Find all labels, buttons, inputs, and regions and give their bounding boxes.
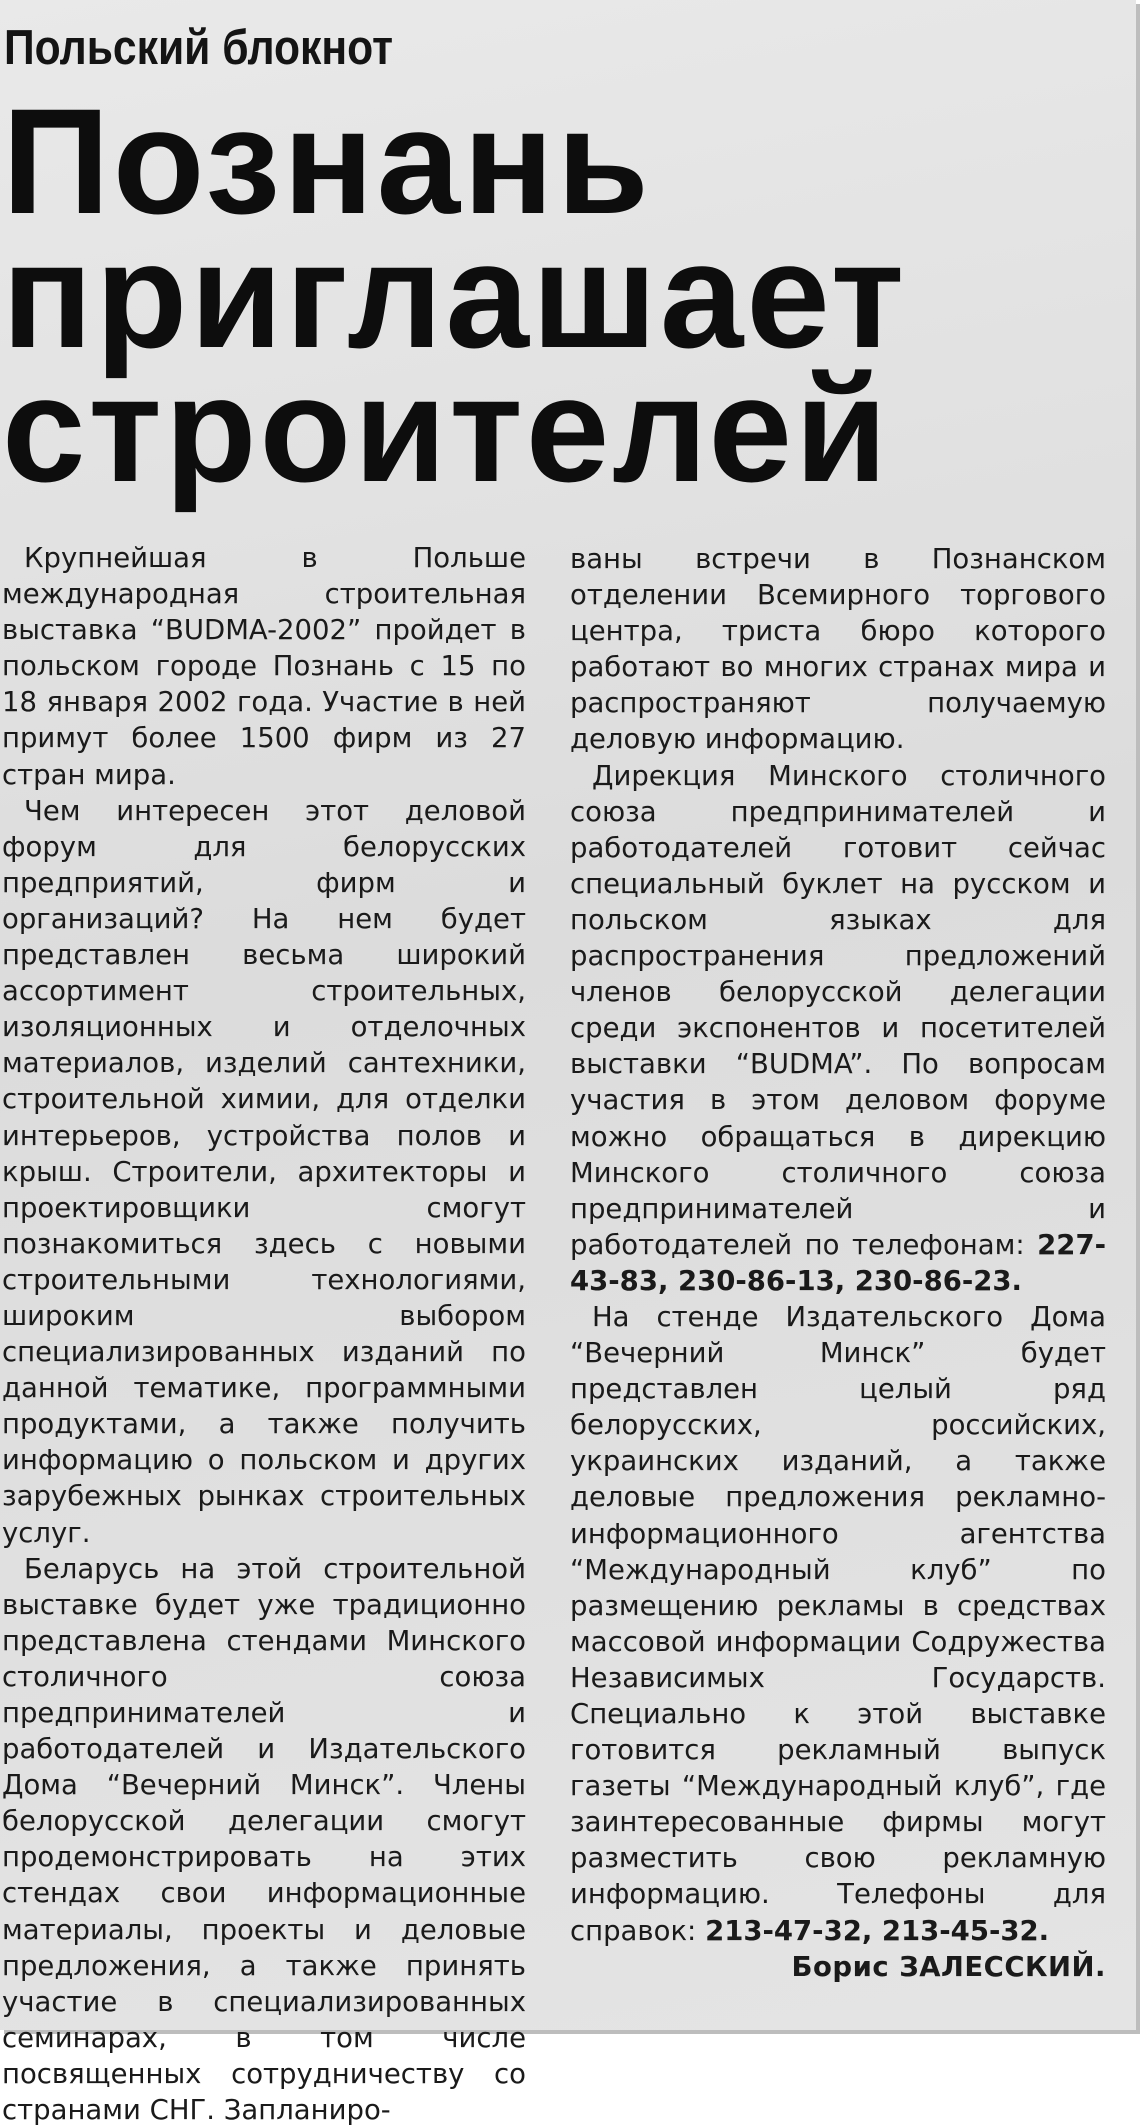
- right-paragraph-2-text: Дирекция Минского столичного союза предпринимателей и работодателей готовит сейчас специальный буклет на русском и польском языках для распространения предложений членов белорусской делегации среди экспонентов и посетителей выставки “BUDMA”. По вопросам участия в этом деловом форуме можно обращаться в дирекцию Минского столичного союза предпринимателей и работодателей по телефонам:: [570, 759, 1106, 1261]
- right-paragraph-3: [570, 1299, 1106, 1949]
- phone-numbers-1: 227-43-83, 230-86-13, 230-86-23.: [570, 1228, 1106, 1297]
- right-paragraph-1: ваны встречи в Познанском отделении Всемирного торгового центра, триста бюро которого работают во многих странах мира и распространяют получаемую деловую информацию.: [570, 543, 1106, 756]
- headline-line-3: строителей: [2, 345, 891, 513]
- article-headline: [2, 77, 908, 513]
- left-paragraph-1: Крупнейшая в Польше международная строительная выставка “BUDMA-2002” пройдет в польском городе Познань с 15 по 18 января 2002 года. Участие в ней примут более 1500 фирм из 27 стран мира.: [2, 542, 526, 791]
- author-signature: Борис ЗАЛЕССКИЙ.: [791, 1950, 1106, 1983]
- left-column: [2, 540, 526, 2128]
- rubric-heading: Польский блокнот: [4, 21, 393, 75]
- left-paragraph-2: Чем интересен этот деловой форум для белорусских предприятий, фирм и организаций? На нем будет представлен весьма широкий ассортимент строительных, изоляционных и отделочных материалов, изделий сантехники, строительной химии, для отделки интерьеров, устройства полов и крыш. Строители, архитекторы и проектировщики смогут познакомиться здесь с новыми строительными технологиями, широким выбором специализированных изданий по данной тематике, программными продуктами, а также получить информацию о польском и других зарубежных рынках строительных услуг.: [2, 794, 526, 1549]
- right-paragraph-3-text: На стенде Издательского Дома “Вечерний Минск” будет представлен целый ряд белорусских, российских, украинских изданий, а также деловые предложения рекламно-информационного агентства “Международный клуб” по размещению рекламы в средствах массовой информации Содружества Независимых Государств. Специально к этой выставке готовится рекламный выпуск газеты “Международный клуб”, где заинтересованные фирмы могут разместить свою рекламную информацию. Телефоны для справок:: [570, 1300, 1106, 1947]
- headline-line-1: Познань: [2, 77, 652, 245]
- left-paragraph-3: Беларусь на этой строительной выставке будет уже традиционно представлена стендами Минского столичного союза предпринимателей и работодателей и Издательского Дома “Вечерний Минск”. Члены белорусской делегации смогут продемонстрировать на этих стендах свои информационные материалы, проекты и деловые предложения, а также принять участие в специализированных семинарах, в том числе посвященных сотрудничеству со странами СНГ. Запланиро-: [2, 1552, 526, 2127]
- right-paragraph-2: [570, 758, 1106, 1299]
- phone-numbers-2: 213-47-32, 213-45-32.: [705, 1914, 1050, 1947]
- right-column: [570, 541, 1106, 1985]
- headline-line-2: приглашает: [2, 211, 908, 379]
